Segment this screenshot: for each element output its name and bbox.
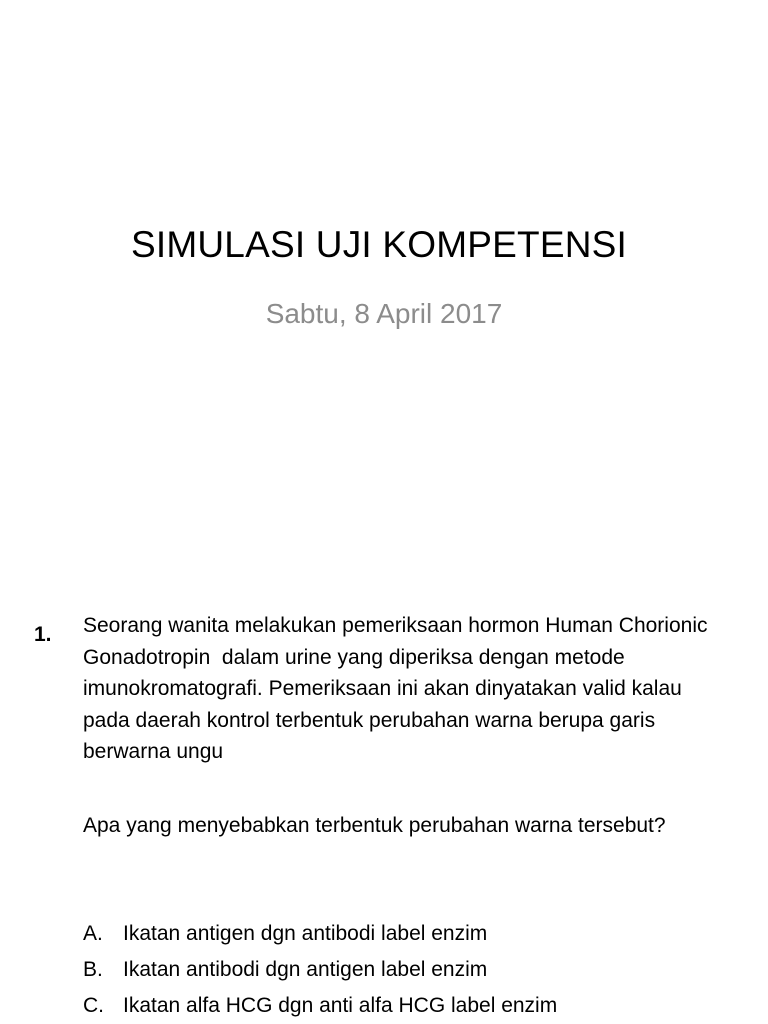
- option-a[interactable]: [83, 916, 723, 952]
- option-letter: B.: [83, 958, 103, 981]
- option-c[interactable]: [83, 988, 723, 1024]
- option-text: Ikatan antigen dgn antibodi label enzim: [123, 922, 488, 945]
- slide-subtitle: Sabtu, 8 April 2017: [265, 298, 503, 329]
- slide-title: SIMULASI UJI KOMPETENSI: [131, 224, 627, 265]
- question-text: Seorang wanita melakukan pemeriksaan hormon Human Chorionic Gonadotropin dalam urine yang diperiksa dengan metode imunokromatografi. Pemeriksaan ini akan dinyatakan valid kalau pada daerah kontrol terbentuk perubahan warna berupa garis berwarna ungu: [83, 614, 714, 763]
- option-b[interactable]: [83, 952, 723, 988]
- option-text: Ikatan alfa HCG dgn anti alfa HCG label enzim: [123, 994, 558, 1017]
- question-prompt: Apa yang menyebabkan terbentuk perubahan warna tersebut?: [83, 814, 666, 837]
- question-body: [83, 610, 723, 1017]
- option-letter: A.: [83, 922, 103, 945]
- option-letter: C.: [83, 994, 104, 1017]
- question-number: 1.: [34, 623, 52, 646]
- option-text: Ikatan antibodi dgn antigen label enzim: [123, 958, 488, 981]
- answer-options: [83, 916, 723, 1024]
